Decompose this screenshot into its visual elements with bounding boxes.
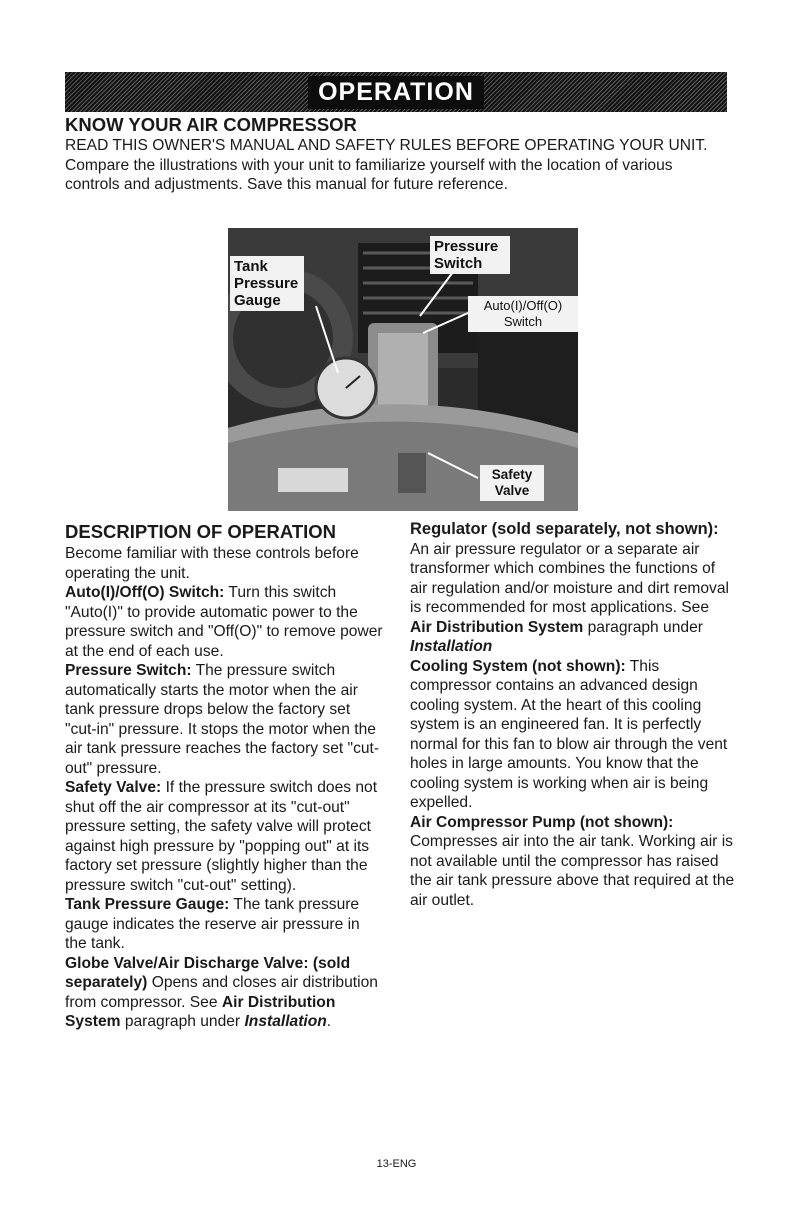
- page-heading: KNOW YOUR AIR COMPRESSOR: [65, 114, 357, 135]
- section-banner: [65, 72, 727, 112]
- regulator-entry: Regulator (sold separately, not shown): An air pressure regulator or a separate air transformer which combines the functions of air regulation and/or moisture and dirt removal is recommended for most applications. See Air Distribution System paragraph under Installation: [410, 520, 729, 655]
- pressure-switch-entry: Pressure Switch: The pressure switch automatically starts the motor when the air tank pressure drops below the factory set "cut-in" pressure. It stops the motor when the air tank pressure reaches the factory set "cut-out" pressure.: [65, 662, 380, 777]
- cooling-system-entry: Cooling System (not shown): This compressor contains an advanced design cooling system. At the heart of this cooling system is an engineered fan. It is perfectly normal for this fan to blow air through the vent holes in large amounts. You know that the cooling system is working when air is being expelled.: [410, 657, 728, 811]
- pressure-switch-callout: Pressure Switch: [430, 236, 510, 274]
- safety-valve-entry: Safety Valve: If the pressure switch does not shut off the air compressor at its "cut-out" pressure setting, the safety valve will protect against high pressure by "popping out" at its factory set pressure (slightly higher than the pressure switch "cut-out" setting).: [65, 779, 378, 894]
- globe-valve-entry: Globe Valve/Air Discharge Valve: (sold separately) Opens and closes air distribution from compressor. See Air Distribution System paragraph under Installation.: [65, 954, 378, 1030]
- safety-valve-callout: Safety Valve: [480, 465, 544, 501]
- description-intro: Become familiar with these controls before operating the unit.: [65, 545, 359, 582]
- auto-off-switch-callout: Auto(I)/Off(O) Switch: [468, 296, 578, 332]
- description-heading: DESCRIPTION OF OPERATION: [65, 521, 337, 542]
- pump-entry: Air Compressor Pump (not shown): Compresses air into the air tank. Working air is not available until the compressor has raised the air tank pressure above that required at the air outlet.: [410, 813, 735, 909]
- description-column: [65, 520, 385, 1032]
- tank-gauge-entry: Tank Pressure Gauge: The tank pressure gauge indicates the reserve air pressure in the tank.: [65, 896, 360, 952]
- banner-title: OPERATION: [308, 76, 484, 109]
- auto-off-entry: Auto(I)/Off(O) Switch: Turn this switch "Auto(I)" to provide automatic power to the pressure switch and "Off(O)" to remove power at the end of each use.: [65, 584, 383, 660]
- tank-gauge-callout: Tank Pressure Gauge: [230, 256, 304, 311]
- compressor-photo: [228, 228, 578, 511]
- page-number: 13-ENG: [376, 1158, 417, 1170]
- additional-components-column: [410, 520, 735, 910]
- intro-paragraph: READ THIS OWNER'S MANUAL AND SAFETY RULES BEFORE OPERATING YOUR UNIT. Compare the illustrations with your unit to familiarize yourself with the location of various controls and adjustments. Save this manual for future reference.: [65, 137, 708, 193]
